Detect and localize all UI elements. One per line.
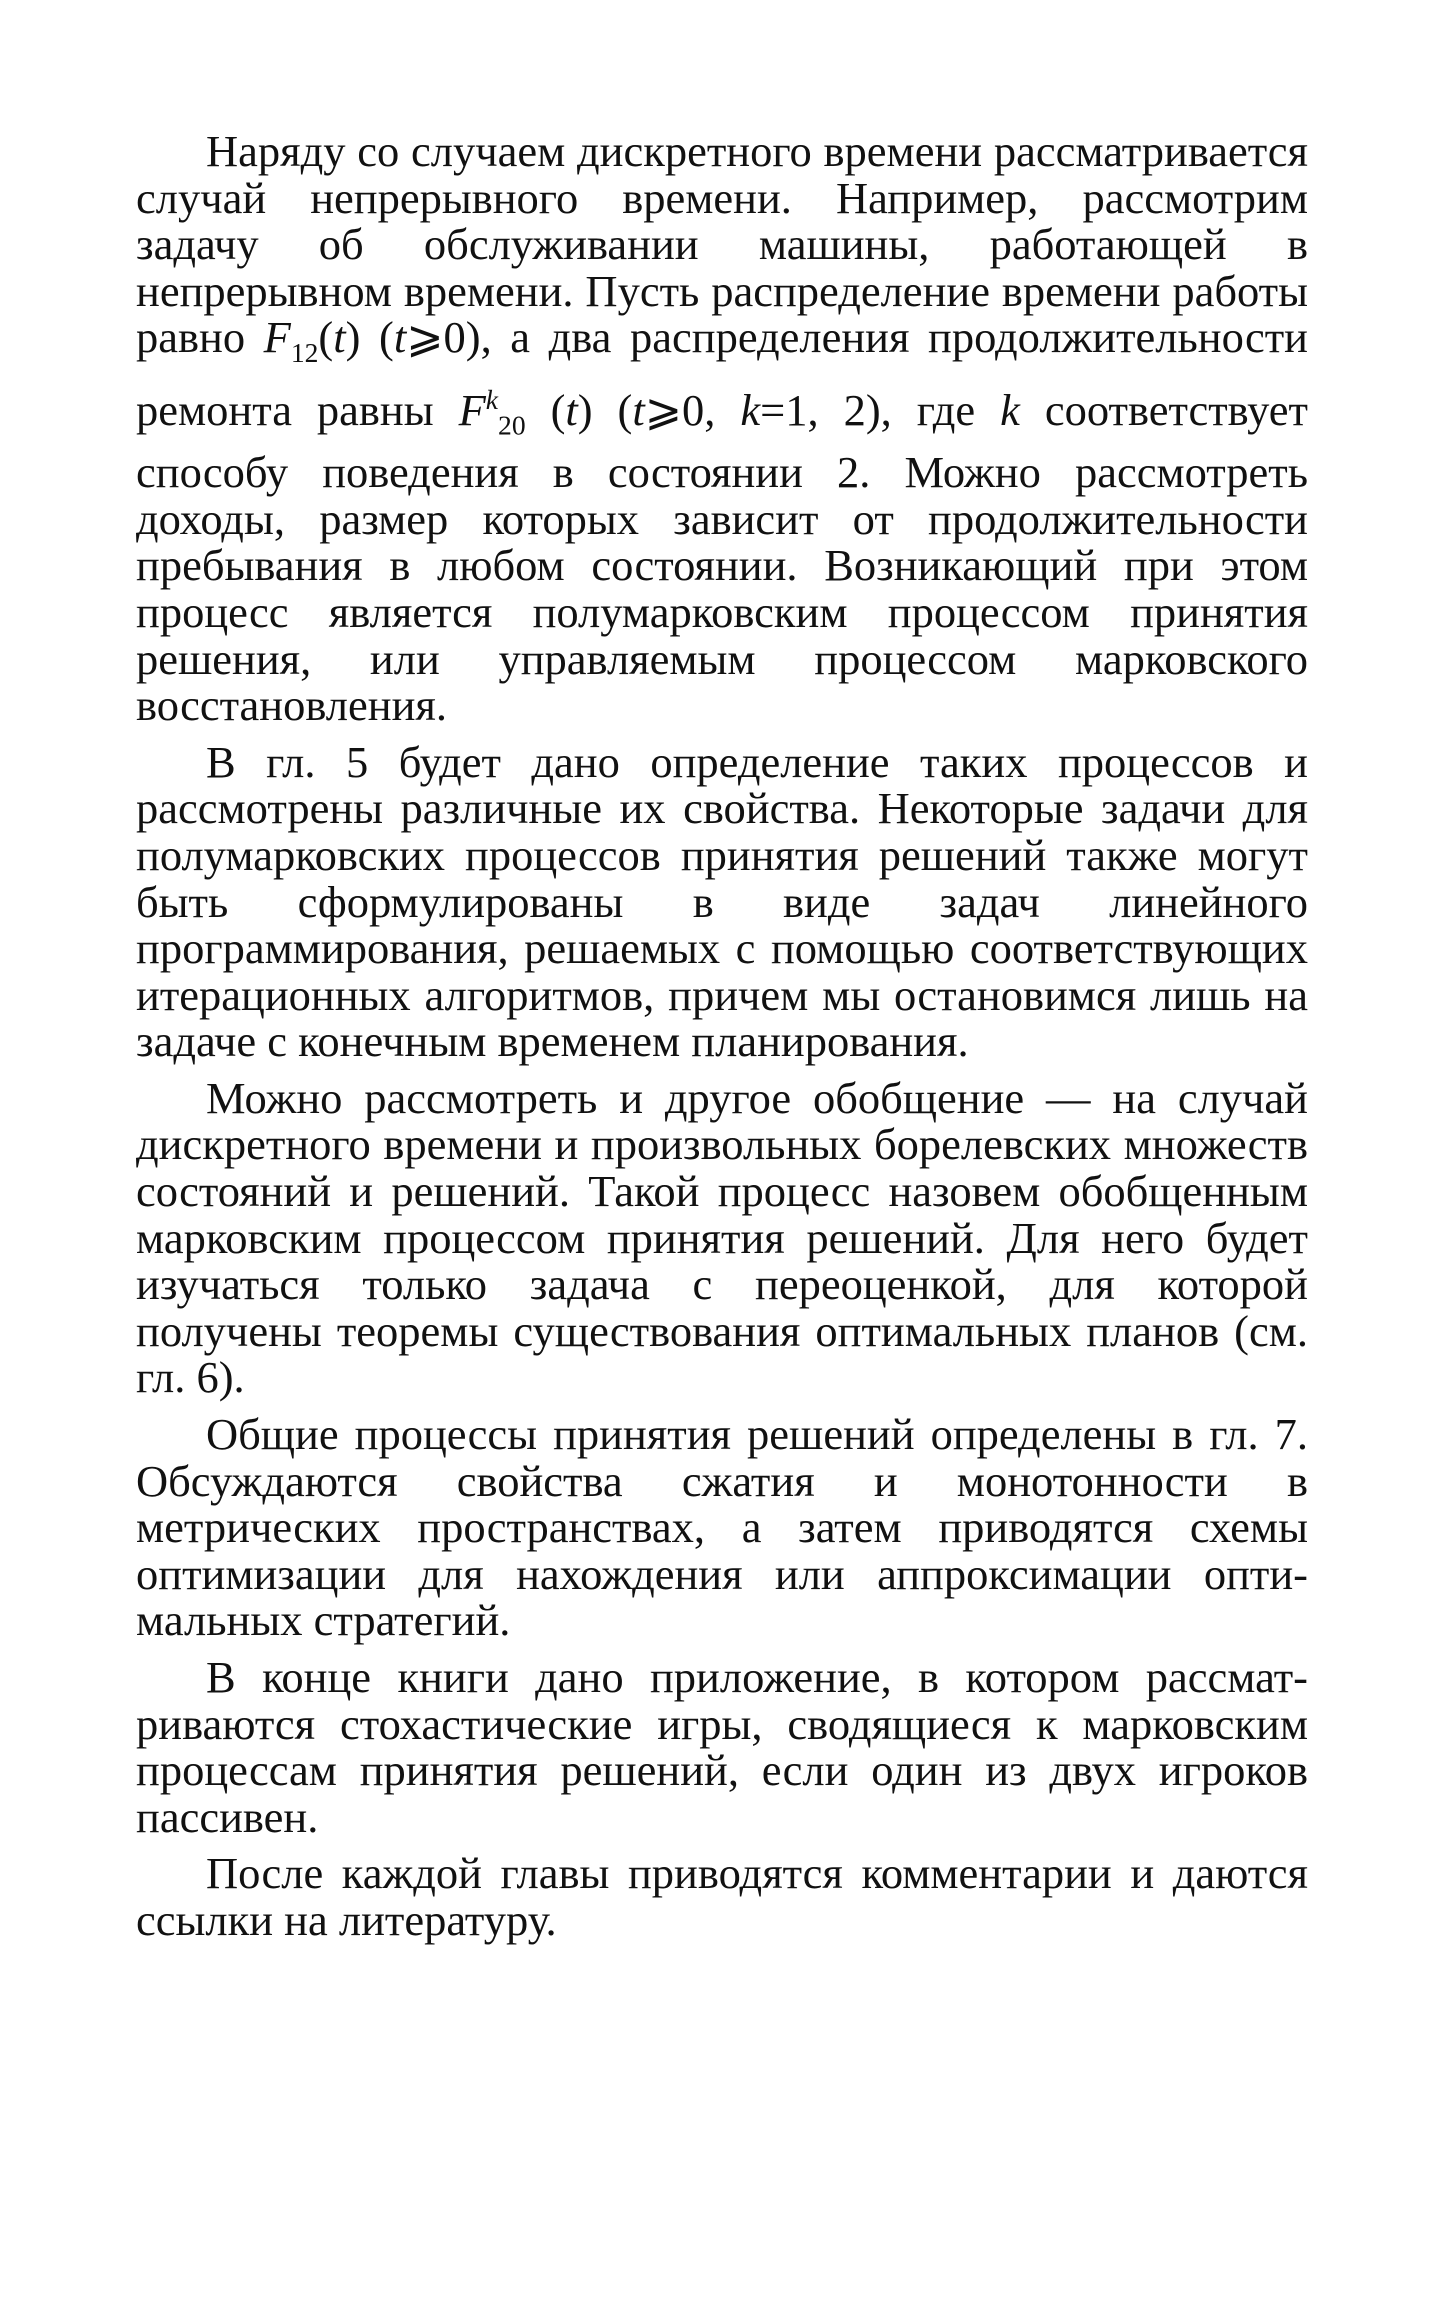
- paragraph-1: [136, 128, 1308, 729]
- text-segment: k: [740, 384, 761, 435]
- text-segment: k: [1000, 384, 1020, 435]
- text-segment: В конце книги дано приложение, в котором рассматриваются стохастические игры, сводящиеся к марковским процессам принятия решений, если один из двух игроков пассивен.: [136, 1652, 1308, 1842]
- page-body: [136, 128, 1308, 1944]
- text-segment: ) (: [577, 384, 633, 435]
- paragraph-4: [136, 1411, 1308, 1644]
- text-segment: Общие процессы принятия решений определены в гл. 7. Обсуждаются свойства сжатия и монотонности в метрических пространствах, а затем приводятся схемы оптимизации для нахождения или аппроксимации оптимальных стратегий.: [136, 1409, 1308, 1646]
- text-segment: После каждой главы приводятся комментарии и даются ссылки на литературу.: [136, 1848, 1308, 1945]
- text-segment: Можно рассмотреть и другое обобщение — на случай дискретного времени и произвольных борелевских множеств состояний и решений. Такой процесс назовем обобщенным марковским процессом принятия решений. Для него будет изучаться только задача с переоценкой, для которой получены теоремы существования оптимальных планов (см. гл. 6).: [136, 1072, 1308, 1403]
- text-segment: В гл. 5 будет дано определение таких процессов и рассмотрены различные их свойства. Некоторые задачи для полумарковских процессов принятия решений также могут быть сформулированы в виде задач линейного программирования, решаемых с помощью соответствующих итерационных алгоритмов, причем мы остановимся лишь на задаче с конечным временем планирования.: [136, 736, 1308, 1067]
- text-segment: (: [525, 384, 566, 435]
- text-segment: =1, 2), где: [760, 384, 1001, 435]
- text-segment: t: [565, 384, 578, 435]
- text-segment: 12: [290, 337, 319, 369]
- text-segment: t: [393, 312, 407, 363]
- text-segment: t: [333, 312, 346, 363]
- text-segment: соответствует способу поведения в состоянии 2. Можно рассмотреть доходы, размер которых зависит от продолжительности пребывания в любом состоянии. Возникающий при этом процесс является полумарковским процессом принятия решения, или управляемым процессом марковского восстановления.: [136, 384, 1309, 731]
- text-segment: F: [458, 384, 486, 435]
- paragraph-3: [136, 1072, 1308, 1403]
- text-segment: ⩾0), а два распределения продолжительности ремонта равны: [136, 312, 1308, 435]
- paragraph-2: [136, 736, 1308, 1067]
- text-segment: (: [318, 312, 334, 363]
- text-segment: 20: [498, 409, 526, 441]
- text-segment: F: [263, 312, 291, 363]
- paragraph-5: [136, 1654, 1308, 1840]
- text-segment: k: [485, 383, 499, 415]
- paragraph-6: [136, 1850, 1308, 1943]
- text-segment: t: [632, 384, 645, 435]
- text-segment: ) (: [345, 312, 394, 363]
- text-segment: ⩾0,: [644, 384, 741, 435]
- text-segment: Наряду со случаем дискретного времени рассматривается случай непрерывного времени. Например, рассмотрим задачу об обслуживании машины, работающей в непрерывном времени. Пусть распределение времени работы равно: [136, 126, 1308, 363]
